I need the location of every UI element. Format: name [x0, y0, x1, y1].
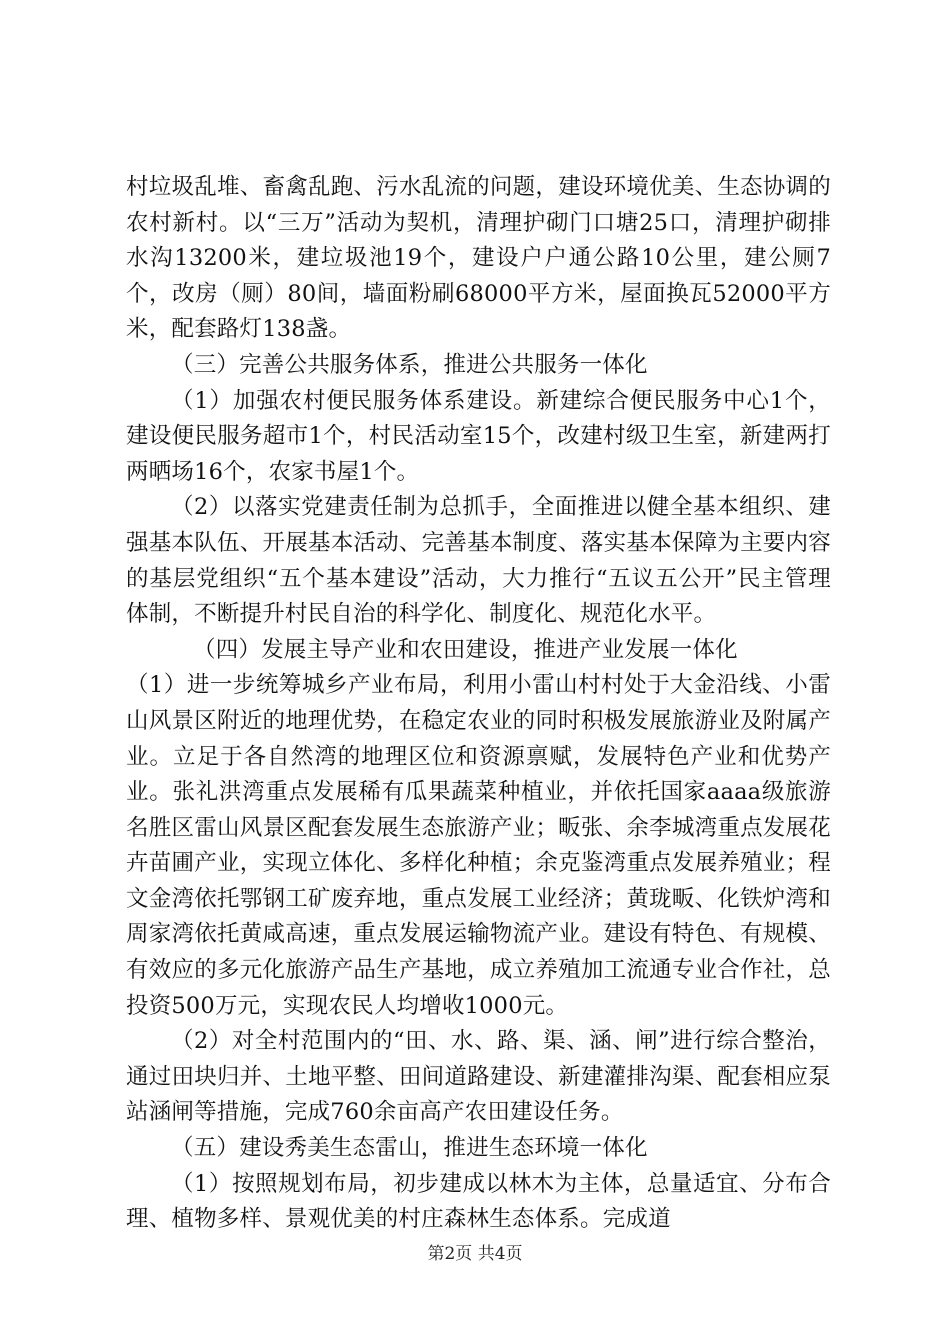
- document-body: [126, 170, 831, 1238]
- paragraph-village-environment: 村垃圾乱堆、畜禽乱跑、污水乱流的问题，建设环境优美、生态协调的农村新村。以“三万”活动为契机，清理护砌门口塘25口，清理护砌排水沟13200米，建垃圾池19个，建设户户通公路10公里，建公厕7个，改房（厕）80间，墙面粉刷68000平方米，屋面换瓦52000平方米，配套路灯138盏。: [126, 174, 831, 343]
- paragraph-convenience-services: （1）加强农村便民服务体系建设。新建综合便民服务中心1个，建设便民服务超市1个，村民活动室15个，改建村级卫生室，新建两打两晒场16个，农家书屋1个。: [126, 387, 831, 485]
- paragraph-party-building: （2）以落实党建责任制为总抓手，全面推进以健全基本组织、建强基本队伍、开展基本活动、完善基本制度、落实基本保障为主要内容的基层党组织“五个基本建设”活动，大力推行“五议五公开”民主管理体制，不断提升村民自治的科学化、制度化、规范化水平。: [126, 494, 831, 628]
- heading-public-services: （三）完善公共服务体系，推进公共服务一体化: [171, 351, 648, 378]
- heading-industry-development: （四）发展主导产业和农田建设，推进产业发展一体化: [193, 636, 738, 663]
- page-footer: 第2页 共4页: [427, 1244, 523, 1264]
- heading-ecological-environment: （五）建设秀美生态雷山，推进生态环境一体化: [171, 1135, 648, 1162]
- paragraph-forest-ecosystem: （1）按照规划布局，初步建成以林木为主体，总量适宜、分布合理、植物多样、景观优美的村庄森林生态体系。完成道: [126, 1170, 831, 1233]
- paragraph-industry-layout: （1）进一步统筹城乡产业布局，利用小雷山村村处于大金沿线、小雷山风景区附近的地理优势，在稳定农业的同时积极发展旅游业及附属产业。立足于各自然湾的地理区位和资源禀赋，发展特色产业和优势产业。张礼洪湾重点发展稀有瓜果蔬菜种植业，并依托国家aaaa级旅游名胜区雷山风景区配套发展生态旅游产业；畈张、余李城湾重点发展花卉苗圃产业，实现立体化、多样化种植；余克鉴湾重点发展养殖业；程文金湾依托鄂钢工矿废弃地，重点发展工业经济；黄珑畈、化铁炉湾和周家湾依托黄咸高速，重点发展运输物流产业。建设有特色、有规模、有效应的多元化旅游产品生产基地，成立养殖加工流通专业合作社，总投资500万元，实现农民人均增收1000元。: [126, 672, 831, 1019]
- paragraph-farmland-improvement: （2）对全村范围内的“田、水、路、渠、涵、闸”进行综合整治，通过田块归并、土地平整、田间道路建设、新建灌排沟渠、配套相应泵站涵闸等措施，完成760余亩高产农田建设任务。: [126, 1028, 831, 1126]
